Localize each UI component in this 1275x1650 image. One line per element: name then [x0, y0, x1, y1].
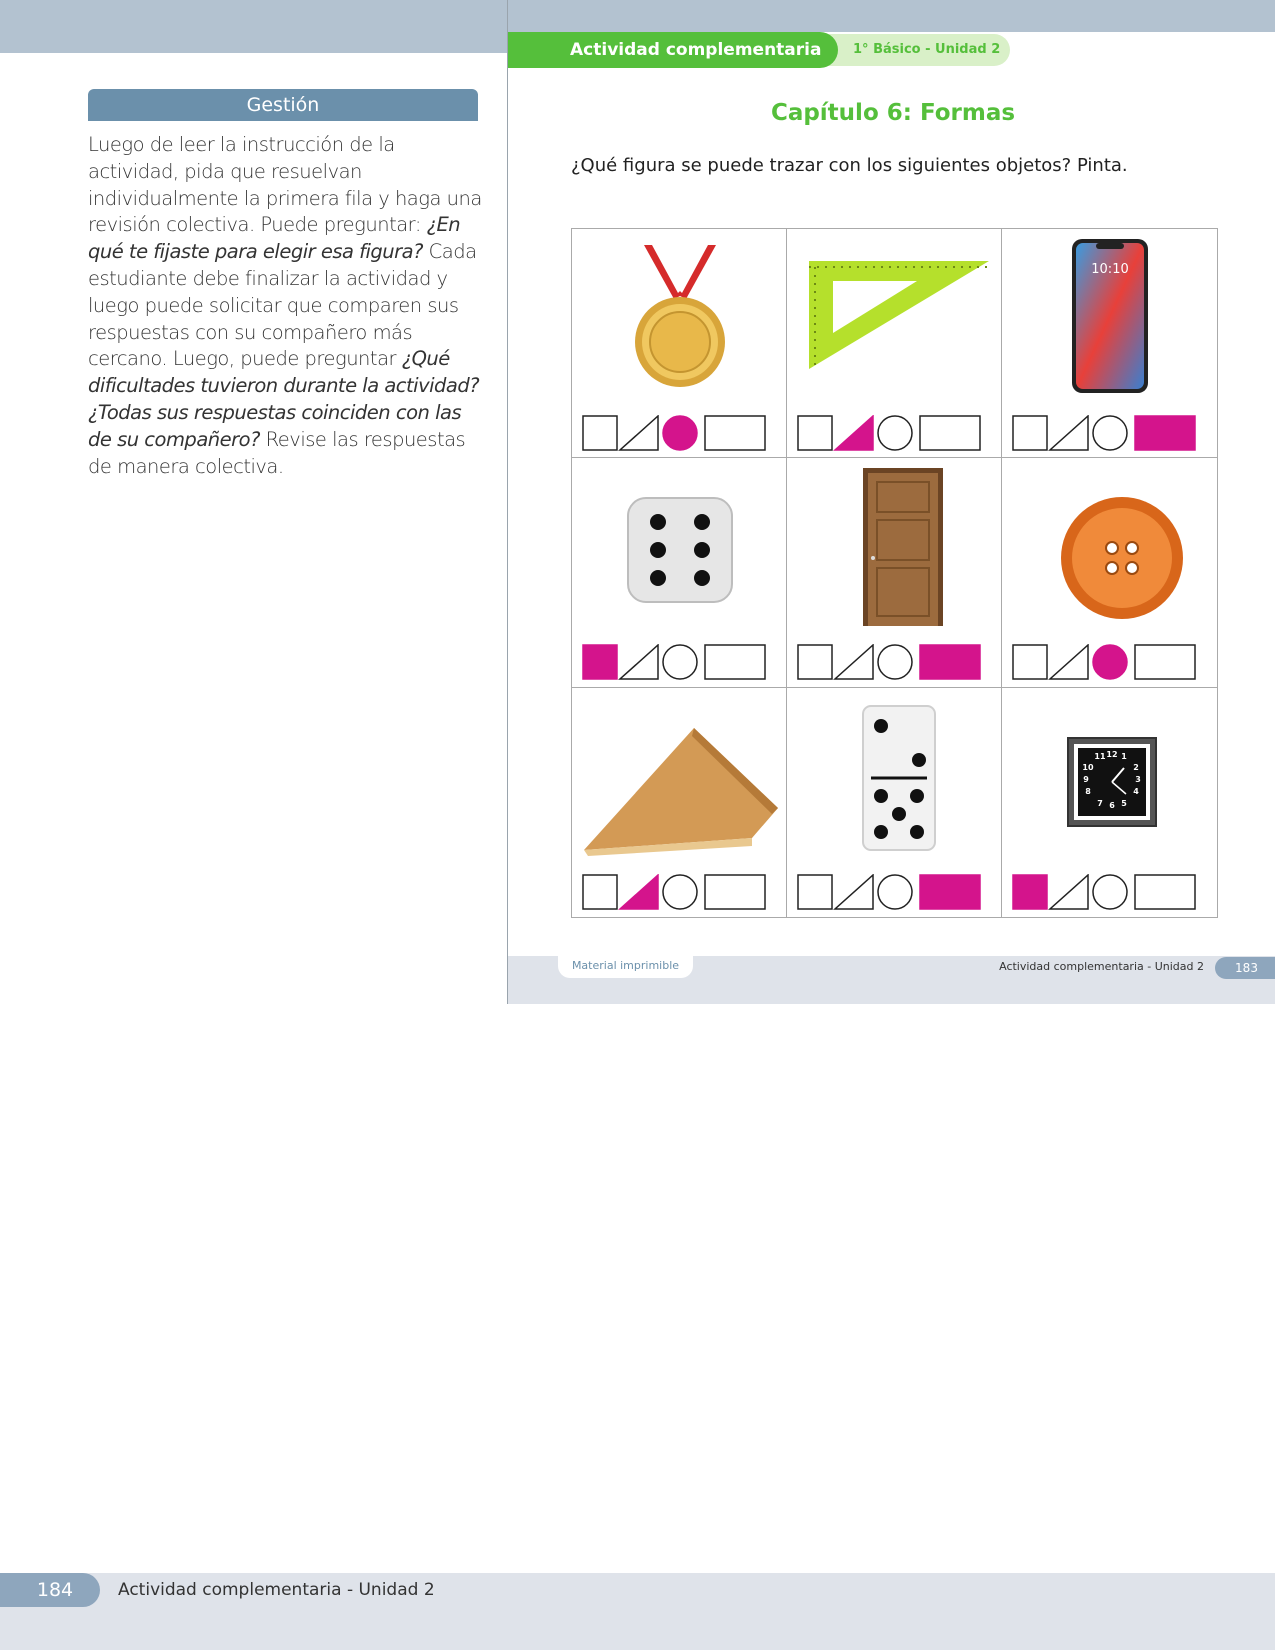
shape-options-door	[797, 644, 993, 680]
shape-options-clock	[1012, 874, 1208, 910]
door-icon	[797, 466, 993, 626]
set-square-icon	[797, 237, 993, 397]
question-text: ¿Qué figura se puede trazar con los siguientes objetos? Pinta.	[571, 155, 1128, 176]
gestion-p2: Cada estudiante debe finalizar la actividad y luego puede solicitar que comparen sus respuestas con su compañero más cercano. Luego, puede preguntar	[88, 240, 477, 371]
phone-icon	[1012, 237, 1208, 397]
square-option[interactable]	[1013, 416, 1047, 450]
rectangle-option[interactable]	[705, 645, 765, 679]
grid-cell-door	[787, 458, 1002, 687]
rectangle-option[interactable]	[705, 875, 765, 909]
square-option[interactable]	[1013, 875, 1047, 909]
grid-cell-button	[1002, 458, 1217, 687]
clock-numeral: 10	[1082, 762, 1094, 772]
square-option[interactable]	[1013, 645, 1047, 679]
button-icon	[1012, 466, 1208, 626]
cake-slice-icon	[582, 696, 778, 856]
gestion-p3: Revise las respuestas de manera colectiva.	[88, 427, 466, 478]
grid-cell-clock	[1002, 688, 1217, 917]
clock-numeral: 12	[1106, 749, 1118, 759]
square-option[interactable]	[798, 645, 832, 679]
rectangle-option[interactable]	[1135, 416, 1195, 450]
clock-numeral: 4	[1133, 786, 1139, 796]
grid-cell-medal	[572, 229, 787, 458]
grid-cell-die	[572, 458, 787, 687]
chapter-title: Capítulo 6: Formas	[770, 100, 1016, 126]
triangle-option[interactable]	[1050, 416, 1088, 450]
page-number: 184	[0, 1573, 100, 1607]
clock-numeral: 9	[1083, 774, 1089, 784]
square-option[interactable]	[583, 416, 617, 450]
clock-numeral: 11	[1094, 751, 1106, 761]
gestion-text	[88, 132, 483, 480]
shape-options-medal	[582, 415, 778, 451]
domino-icon	[797, 696, 993, 856]
triangle-option[interactable]	[835, 645, 873, 679]
printable-sheet	[507, 0, 1275, 1004]
printable-material-label: Material imprimible	[558, 956, 693, 978]
clock-numeral: 3	[1135, 774, 1141, 784]
clock-numeral: 5	[1121, 798, 1127, 808]
gestion-title: Gestión	[88, 89, 478, 121]
sheet-top-band	[508, 0, 1275, 32]
square-option[interactable]	[583, 645, 617, 679]
shape-options-cake-slice	[582, 874, 778, 910]
footer-title: Actividad complementaria - Unidad 2	[118, 1580, 435, 1600]
clock-numeral: 7	[1097, 798, 1103, 808]
shape-options-set-square	[797, 415, 993, 451]
circle-option[interactable]	[878, 875, 912, 909]
circle-option[interactable]	[663, 875, 697, 909]
shape-options-domino	[797, 874, 993, 910]
objects-grid	[571, 228, 1218, 918]
circle-option[interactable]	[663, 416, 697, 450]
circle-option[interactable]	[1093, 875, 1127, 909]
rectangle-option[interactable]	[1135, 875, 1195, 909]
gestion-p1: Luego de leer la instrucción de la actividad, pida que resuelvan individualmente la primera fila y haga una revisión colectiva. Puede preguntar:	[88, 133, 482, 237]
clock-numeral: 6	[1109, 800, 1115, 810]
triangle-option[interactable]	[1050, 875, 1088, 909]
circle-option[interactable]	[878, 645, 912, 679]
square-option[interactable]	[798, 416, 832, 450]
triangle-option[interactable]	[620, 875, 658, 909]
triangle-option[interactable]	[620, 645, 658, 679]
grid-cell-set-square	[787, 229, 1002, 458]
shape-options-button	[1012, 644, 1208, 680]
square-option[interactable]	[583, 875, 617, 909]
shape-options-phone	[1012, 415, 1208, 451]
clock-numeral: 2	[1133, 762, 1139, 772]
circle-option[interactable]	[878, 416, 912, 450]
grid-cell-domino	[787, 688, 1002, 917]
circle-option[interactable]	[663, 645, 697, 679]
rectangle-option[interactable]	[920, 416, 980, 450]
sheet-footer-title: Actividad complementaria - Unidad 2	[999, 960, 1204, 973]
phone-time: 10:10	[1091, 262, 1129, 277]
square-option[interactable]	[798, 875, 832, 909]
rectangle-option[interactable]	[705, 416, 765, 450]
gestion-q1: ¿En qué te fijaste para elegir esa figura?	[88, 213, 461, 264]
triangle-option[interactable]	[835, 875, 873, 909]
circle-option[interactable]	[1093, 645, 1127, 679]
grid-cell-cake-slice	[572, 688, 787, 917]
clock-icon	[1012, 696, 1208, 856]
clock-numeral: 1	[1121, 751, 1127, 761]
triangle-option[interactable]	[835, 416, 873, 450]
sheet-page-number: 183	[1215, 957, 1275, 979]
rectangle-option[interactable]	[1135, 645, 1195, 679]
medal-icon	[582, 237, 778, 397]
shape-options-die	[582, 644, 778, 680]
circle-option[interactable]	[1093, 416, 1127, 450]
gestion-q2: ¿Qué dificultades tuvieron durante la actividad? ¿Todas sus respuestas coinciden con las de su compañero?	[88, 347, 480, 451]
clock-numeral: 8	[1085, 786, 1091, 796]
triangle-option[interactable]	[1050, 645, 1088, 679]
die-icon	[582, 466, 778, 626]
rectangle-option[interactable]	[920, 875, 980, 909]
rectangle-option[interactable]	[920, 645, 980, 679]
grid-cell-phone	[1002, 229, 1217, 458]
grade-label: 1° Básico - Unidad 2	[808, 34, 1010, 66]
triangle-option[interactable]	[620, 416, 658, 450]
activity-label: Actividad complementaria	[508, 32, 838, 68]
